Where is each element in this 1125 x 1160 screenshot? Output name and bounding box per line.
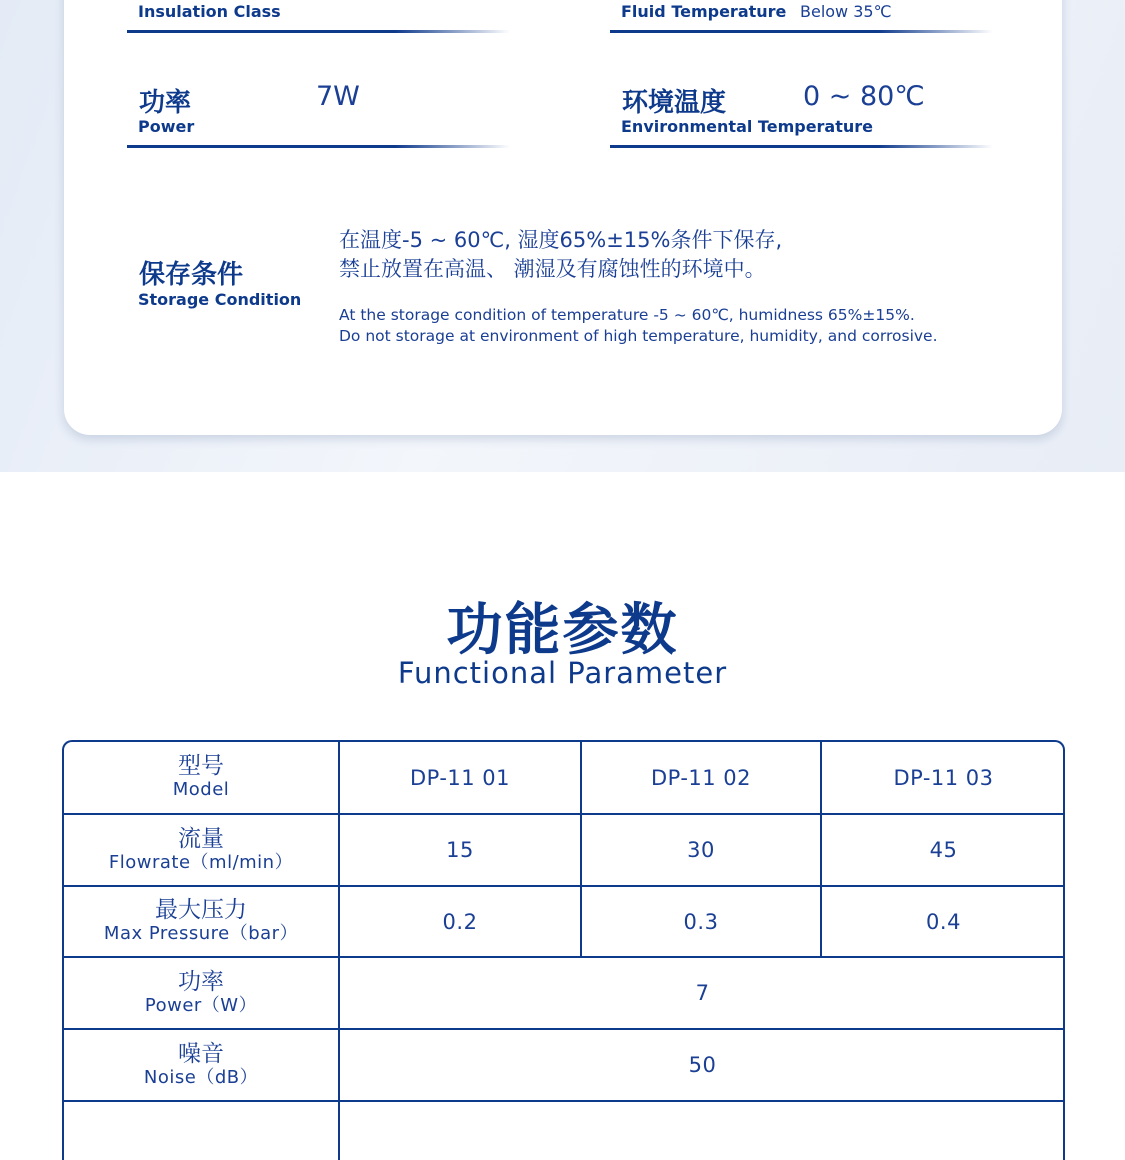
row-label-cn: 型号	[178, 753, 224, 779]
table-cell: DP-11 02	[650, 765, 752, 790]
table-cell: DP-11 01	[409, 765, 511, 790]
table-cell: 15	[446, 838, 474, 862]
fluid-temperature-value: Below 35℃	[800, 2, 892, 21]
table-cell: 0.4	[926, 909, 961, 934]
row-label-cn: 噪音	[178, 1040, 224, 1067]
table-cell: 0.3	[683, 909, 719, 934]
storage-description-en-line-1: At the storage condition of temperature -5 ~ 60℃, humidness 65%±15%.	[339, 306, 915, 324]
table-cell: 30	[687, 838, 715, 862]
storage-description-en-line-2: Do not storage at environment of high temperature, humidity, and corrosive.	[339, 327, 938, 345]
insulation-underline	[127, 30, 510, 33]
row-label-en: Power（W）	[144, 994, 258, 1016]
power-label-en: Power	[138, 117, 195, 136]
specs-card	[64, 0, 1062, 435]
table-row-header-flowrate	[64, 815, 338, 885]
row-label-cn: 最大压力	[155, 897, 247, 923]
table-row-header-power	[64, 958, 338, 1028]
table-row-header-model	[64, 742, 338, 813]
row-label-cn: 功率	[178, 968, 224, 995]
table-row-header-max-pressure	[64, 887, 338, 956]
power-value: 7W	[316, 81, 360, 112]
row-label-en: Model	[172, 779, 230, 800]
power-underline	[127, 145, 510, 148]
row-label-en: Flowrate（ml/min）	[108, 851, 294, 873]
environmental-temperature-underline	[610, 145, 993, 148]
environmental-temperature-label-cn: 环境温度	[622, 88, 727, 118]
storage-condition-title-en: Storage Condition	[138, 290, 302, 309]
table-merged-cell: 7	[695, 981, 710, 1005]
row-label-en: Noise（dB）	[143, 1066, 259, 1088]
table-row-header-noise	[64, 1030, 338, 1100]
storage-description-cn-line-2: 禁止放置在高温、 潮湿及有腐蚀性的环境中。	[339, 257, 766, 281]
environmental-temperature-value: 0 ~ 80℃	[803, 81, 925, 112]
row-label-cn: 流量	[178, 825, 224, 852]
table-merged-cell: 50	[688, 1053, 717, 1077]
table-cell: 45	[929, 838, 958, 862]
table-row-divider	[64, 1100, 1065, 1102]
section-title-cn: 功能参数	[446, 598, 679, 663]
storage-condition-title-cn: 保存条件	[139, 260, 244, 290]
fluid-temperature-label: Fluid Temperature	[621, 2, 787, 21]
section-title-en: Functional Parameter	[397, 656, 728, 690]
parameter-table	[62, 740, 1065, 1160]
table-cell: 0.2	[442, 909, 478, 934]
row-label-en: Max Pressure（bar）	[103, 923, 299, 944]
storage-description-cn-line-1: 在温度-5 ~ 60℃, 湿度65%±15%条件下保存,	[339, 228, 783, 252]
insulation-class-label: Insulation Class	[138, 2, 281, 21]
power-label-cn: 功率	[139, 88, 192, 118]
table-cell: DP-11 03	[893, 765, 994, 790]
fluid-temperature-underline	[610, 30, 993, 33]
environmental-temperature-label-en: Environmental Temperature	[621, 117, 874, 136]
